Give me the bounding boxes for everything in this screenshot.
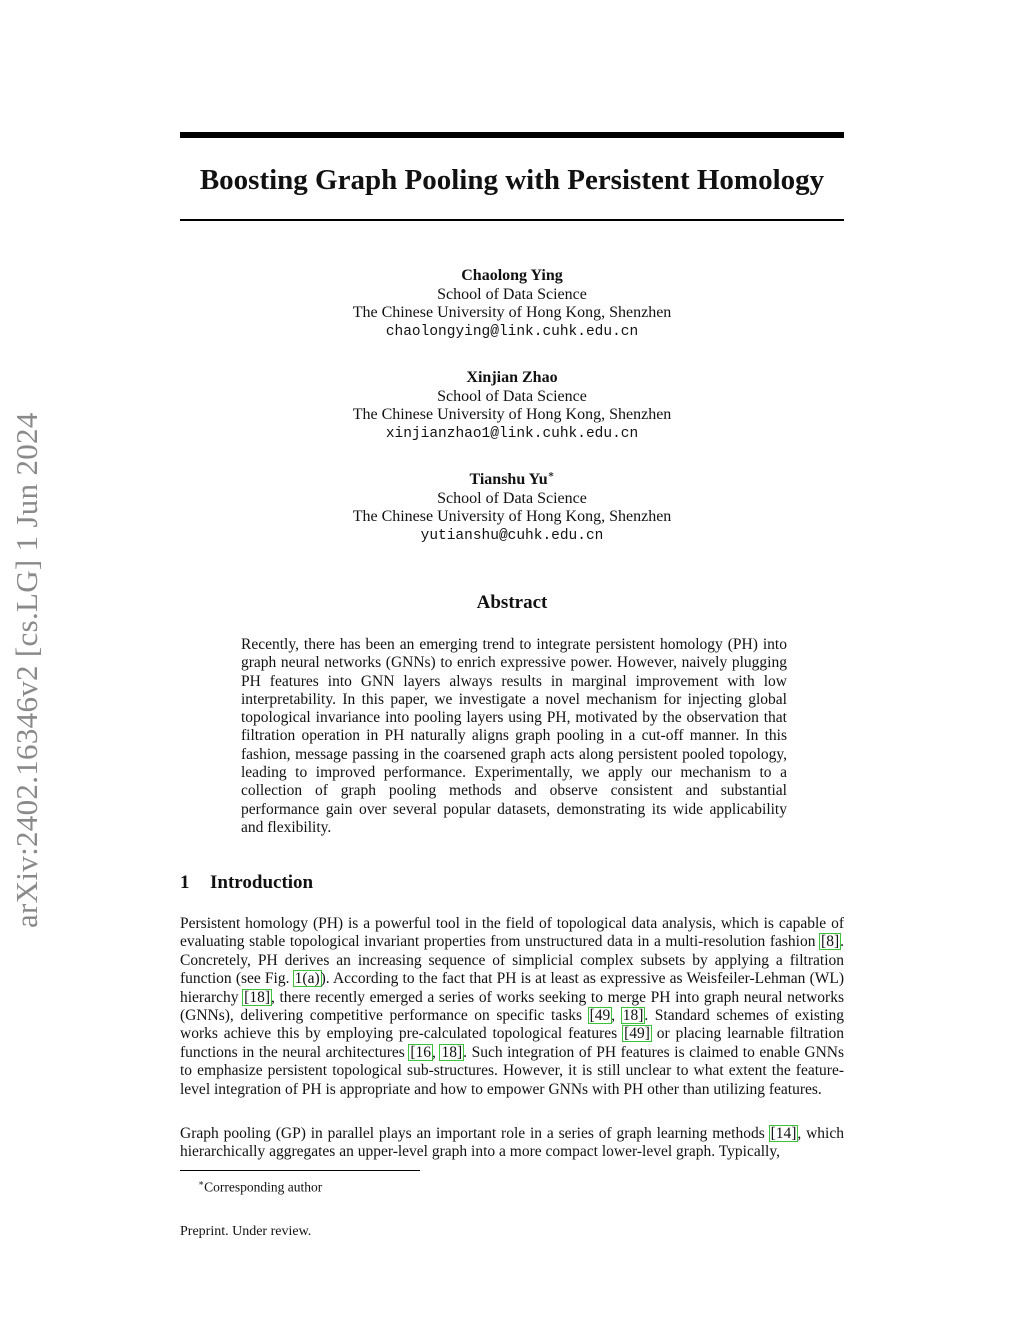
author-department: School of Data Science [437,285,587,303]
citation-link[interactable]: [14] [770,1125,797,1142]
abstract-text: Recently, there has been an emerging trend to integrate persistent homology (PH) into graph neural networks (GNNs) to enrich expressive power. However, naively plugging PH features into GNN layers always results in marginal improvement with low interpretability. In this paper, we investigate a novel mechanism for injecting global topological invariance into pooling layers using PH, motivated by the observation that filtration operation in PH naturally aligns graph pooling in a cut-off manner. In this fashion, message passing in the coarsened graph acts along persistent pooled topology, leading to improved performance. Experimentally, we apply our mechanism to a collection of graph pooling methods and observe consistent and substantial performance gain over several popular datasets, demonstrating its wide applicability and flexibility. [241,636,787,836]
author-name: Tianshu Yu [469,471,548,488]
intro-paragraph-2 [180,1125,844,1162]
text-run: , there recently emerged a series of works seeking to merge PH into graph neural networks (GNNs), delivering competitive performance on specific tasks [180,988,844,1025]
author-department: School of Data Science [437,489,587,507]
citation-link[interactable]: 18] [441,1043,463,1061]
author-university: The Chinese University of Hong Kong, Shenzhen [352,304,672,321]
preprint-notice: Preprint. Under review. [180,1224,312,1239]
citation-link[interactable]: [8] [821,933,840,951]
footnote-text: Corresponding author [204,1179,323,1195]
text-run: Graph pooling (GP) in parallel plays an important role in a series of graph learning methods [180,1125,770,1142]
text-run: or placing learnable filtration functions in the neural architectures [180,1025,844,1061]
citation-link[interactable]: [49 [589,1007,611,1025]
author-name-line [180,471,844,490]
title-top-rule [180,132,844,138]
section-number: 1 [180,872,190,893]
title-bottom-rule [180,219,844,221]
author-email[interactable]: xinjianzhao1@link.cuhk.edu.cn [385,425,639,442]
section-heading [180,871,313,895]
citation-link[interactable]: 18] [622,1007,644,1025]
citation-link[interactable]: [18] [244,988,270,1006]
author-email[interactable]: chaolongying@link.cuhk.edu.cn [385,323,639,340]
author-university: The Chinese University of Hong Kong, Shenzhen [352,508,672,525]
text-run: , [432,1043,441,1061]
citation-link[interactable]: [49] [624,1025,650,1043]
author-name: Chaolong Ying [461,267,563,284]
author-block [180,267,844,341]
corresponding-marker[interactable]: ∗ [547,469,555,481]
text-run: . Standard schemes of existing works achieve this by employing pre-calculated topological features [180,1007,845,1043]
abstract-heading: Abstract [476,592,548,613]
footnote-marker: ∗ [198,1178,205,1188]
author-block [180,471,844,545]
text-run: ). According to the fact that PH is at least as expressive as Weisfeiler-Lehman (WL) hierarchy [180,970,844,1006]
author-university: The Chinese University of Hong Kong, Shenzhen [352,406,672,423]
section-title: Introduction [210,872,314,893]
citation-link[interactable]: [16 [410,1043,432,1061]
author-name: Xinjian Zhao [466,369,558,386]
text-run: , [611,1007,622,1025]
text-run: . Concretely, PH derives an increasing sequence of simplicial complex subsets by applying a filtration function (see Fig. [180,933,844,988]
author-block [180,369,844,443]
author-email[interactable]: yutianshu@cuhk.edu.cn [420,527,604,544]
paper-title: Boosting Graph Pooling with Persistent Homology [199,164,825,196]
text-run: . Such integration of PH features is claimed to enable GNNs to emphasize persistent topological sub-structures. However, it is still unclear to what extent the feature-level integration of PH is appropriate and how to empower GNNs with PH other than utilizing features. [180,1043,844,1098]
text-run: , which hierarchically aggregates an upper-level graph into a more compact lower-level graph. Typically, [180,1125,844,1161]
footnote-rule [180,1170,420,1171]
footnote [198,1175,322,1196]
text-run: Persistent homology (PH) is a powerful tool in the field of topological data analysis, which is capable of evaluating stable topological invariant properties from unstructured data in a multi-resolution fashion [180,915,844,951]
figure-link[interactable]: 1(a) [294,970,320,988]
intro-paragraph-1 [180,915,844,1099]
author-department: School of Data Science [437,387,587,405]
arxiv-identifier: arXiv:2402.16346v2 [cs.LG] 1 Jun 2024 [9,412,44,928]
